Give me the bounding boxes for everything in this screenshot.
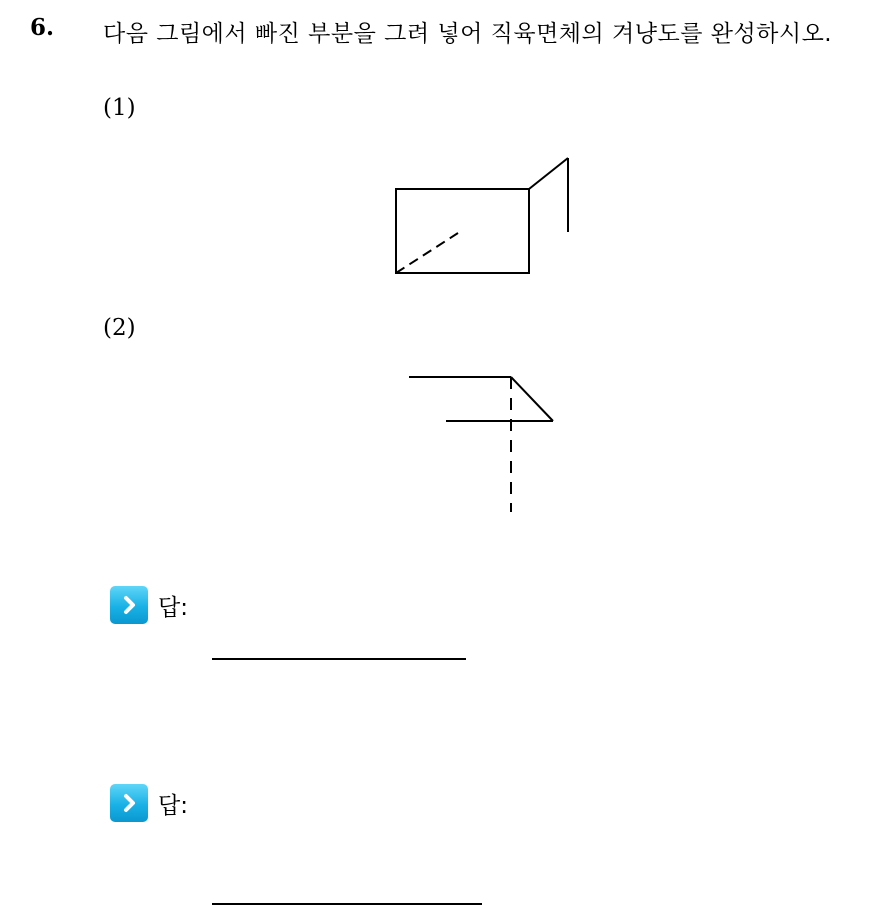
- part-1-figure: [396, 158, 568, 273]
- part-1-top-right-edge: [529, 158, 568, 189]
- answer-label-1: 답:: [158, 594, 188, 621]
- answer-label-2: 답:: [158, 792, 188, 819]
- part-1-hidden-edge: [396, 233, 458, 273]
- part-2-label: (2): [103, 315, 136, 341]
- chevron-right-icon: [110, 784, 148, 822]
- answer-row-1: [110, 586, 188, 624]
- question-number: 6.: [30, 14, 55, 41]
- answer-blank-1[interactable]: [212, 658, 466, 660]
- answer-blank-2[interactable]: [212, 903, 482, 905]
- chevron-right-icon: [110, 586, 148, 624]
- question-text: 다음 그림에서 빠진 부분을 그려 넣어 직육면체의 겨냥도를 완성하시오.: [103, 21, 833, 47]
- part-2-figure: [409, 377, 553, 512]
- part-1-label: (1): [103, 95, 136, 121]
- part-2-top-side-edge: [511, 377, 553, 421]
- answer-row-2: [110, 784, 188, 822]
